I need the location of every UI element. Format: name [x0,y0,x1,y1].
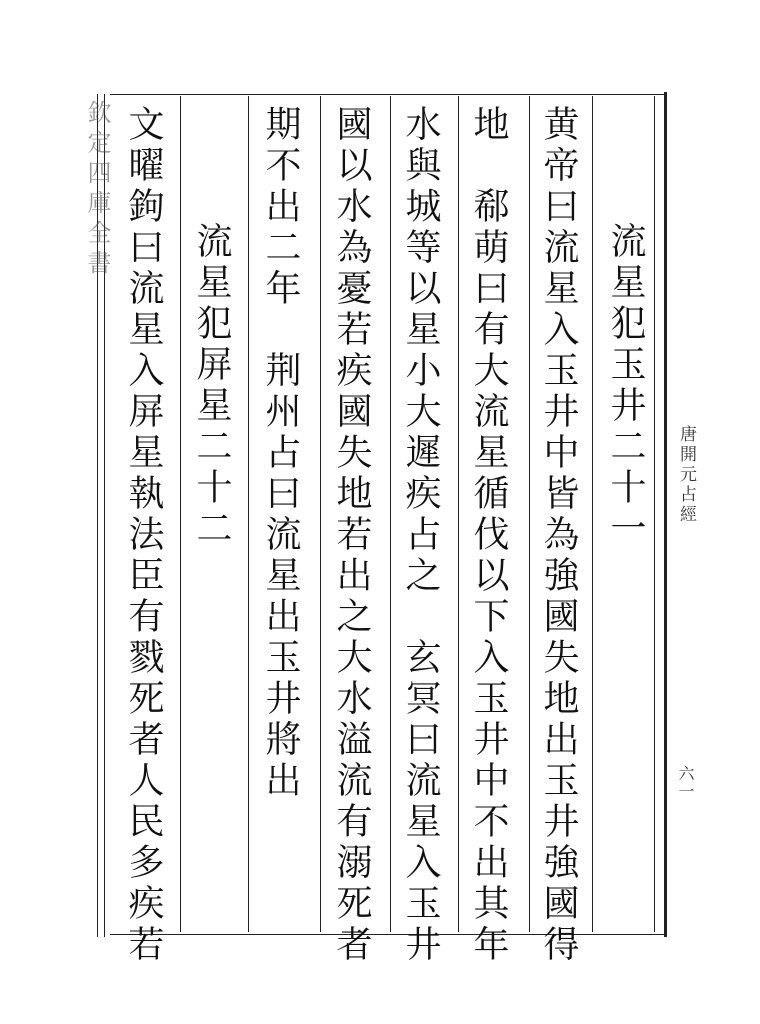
column-divider [320,96,321,932]
text-column-3: 水與城等以星小大遲疾占之 玄冥曰流星入玉井 [400,105,441,966]
margin-page-number: 六一 [676,765,695,801]
column-divider [248,96,249,932]
section-heading-21: 流星犯玉井二十一 [605,222,646,550]
margin-book-title: 唐開元占經 [676,425,696,525]
column-divider [390,96,391,932]
bottom-border [110,934,666,935]
text-column-5: 期不出二年 荆州占曰流星出玉井將出 [260,105,301,802]
section-heading-22: 流星犯屏星二十二 [191,222,232,550]
text-column-2: 地 郗萌曰有大流星循伐以下入玉井中不出其年 [468,105,509,966]
text-column-4: 國以水為憂若疾國失地若出之大水溢流有溺死者 [331,105,372,966]
column-divider [592,96,593,932]
text-column-7: 文曜鉤曰流星入屏星執法臣有戮死者人民多疾若 [123,105,164,966]
column-divider [529,96,530,932]
column-divider [458,96,459,932]
right-border-inner [654,96,655,932]
left-edge-text: 欽定四庫全書 [83,100,111,280]
text-column-1: 黄帝曰流星入玉井中皆為強國失地出玉井強國得 [538,105,579,966]
column-divider [180,96,181,932]
top-border [110,94,666,95]
right-border-outer [664,92,667,937]
